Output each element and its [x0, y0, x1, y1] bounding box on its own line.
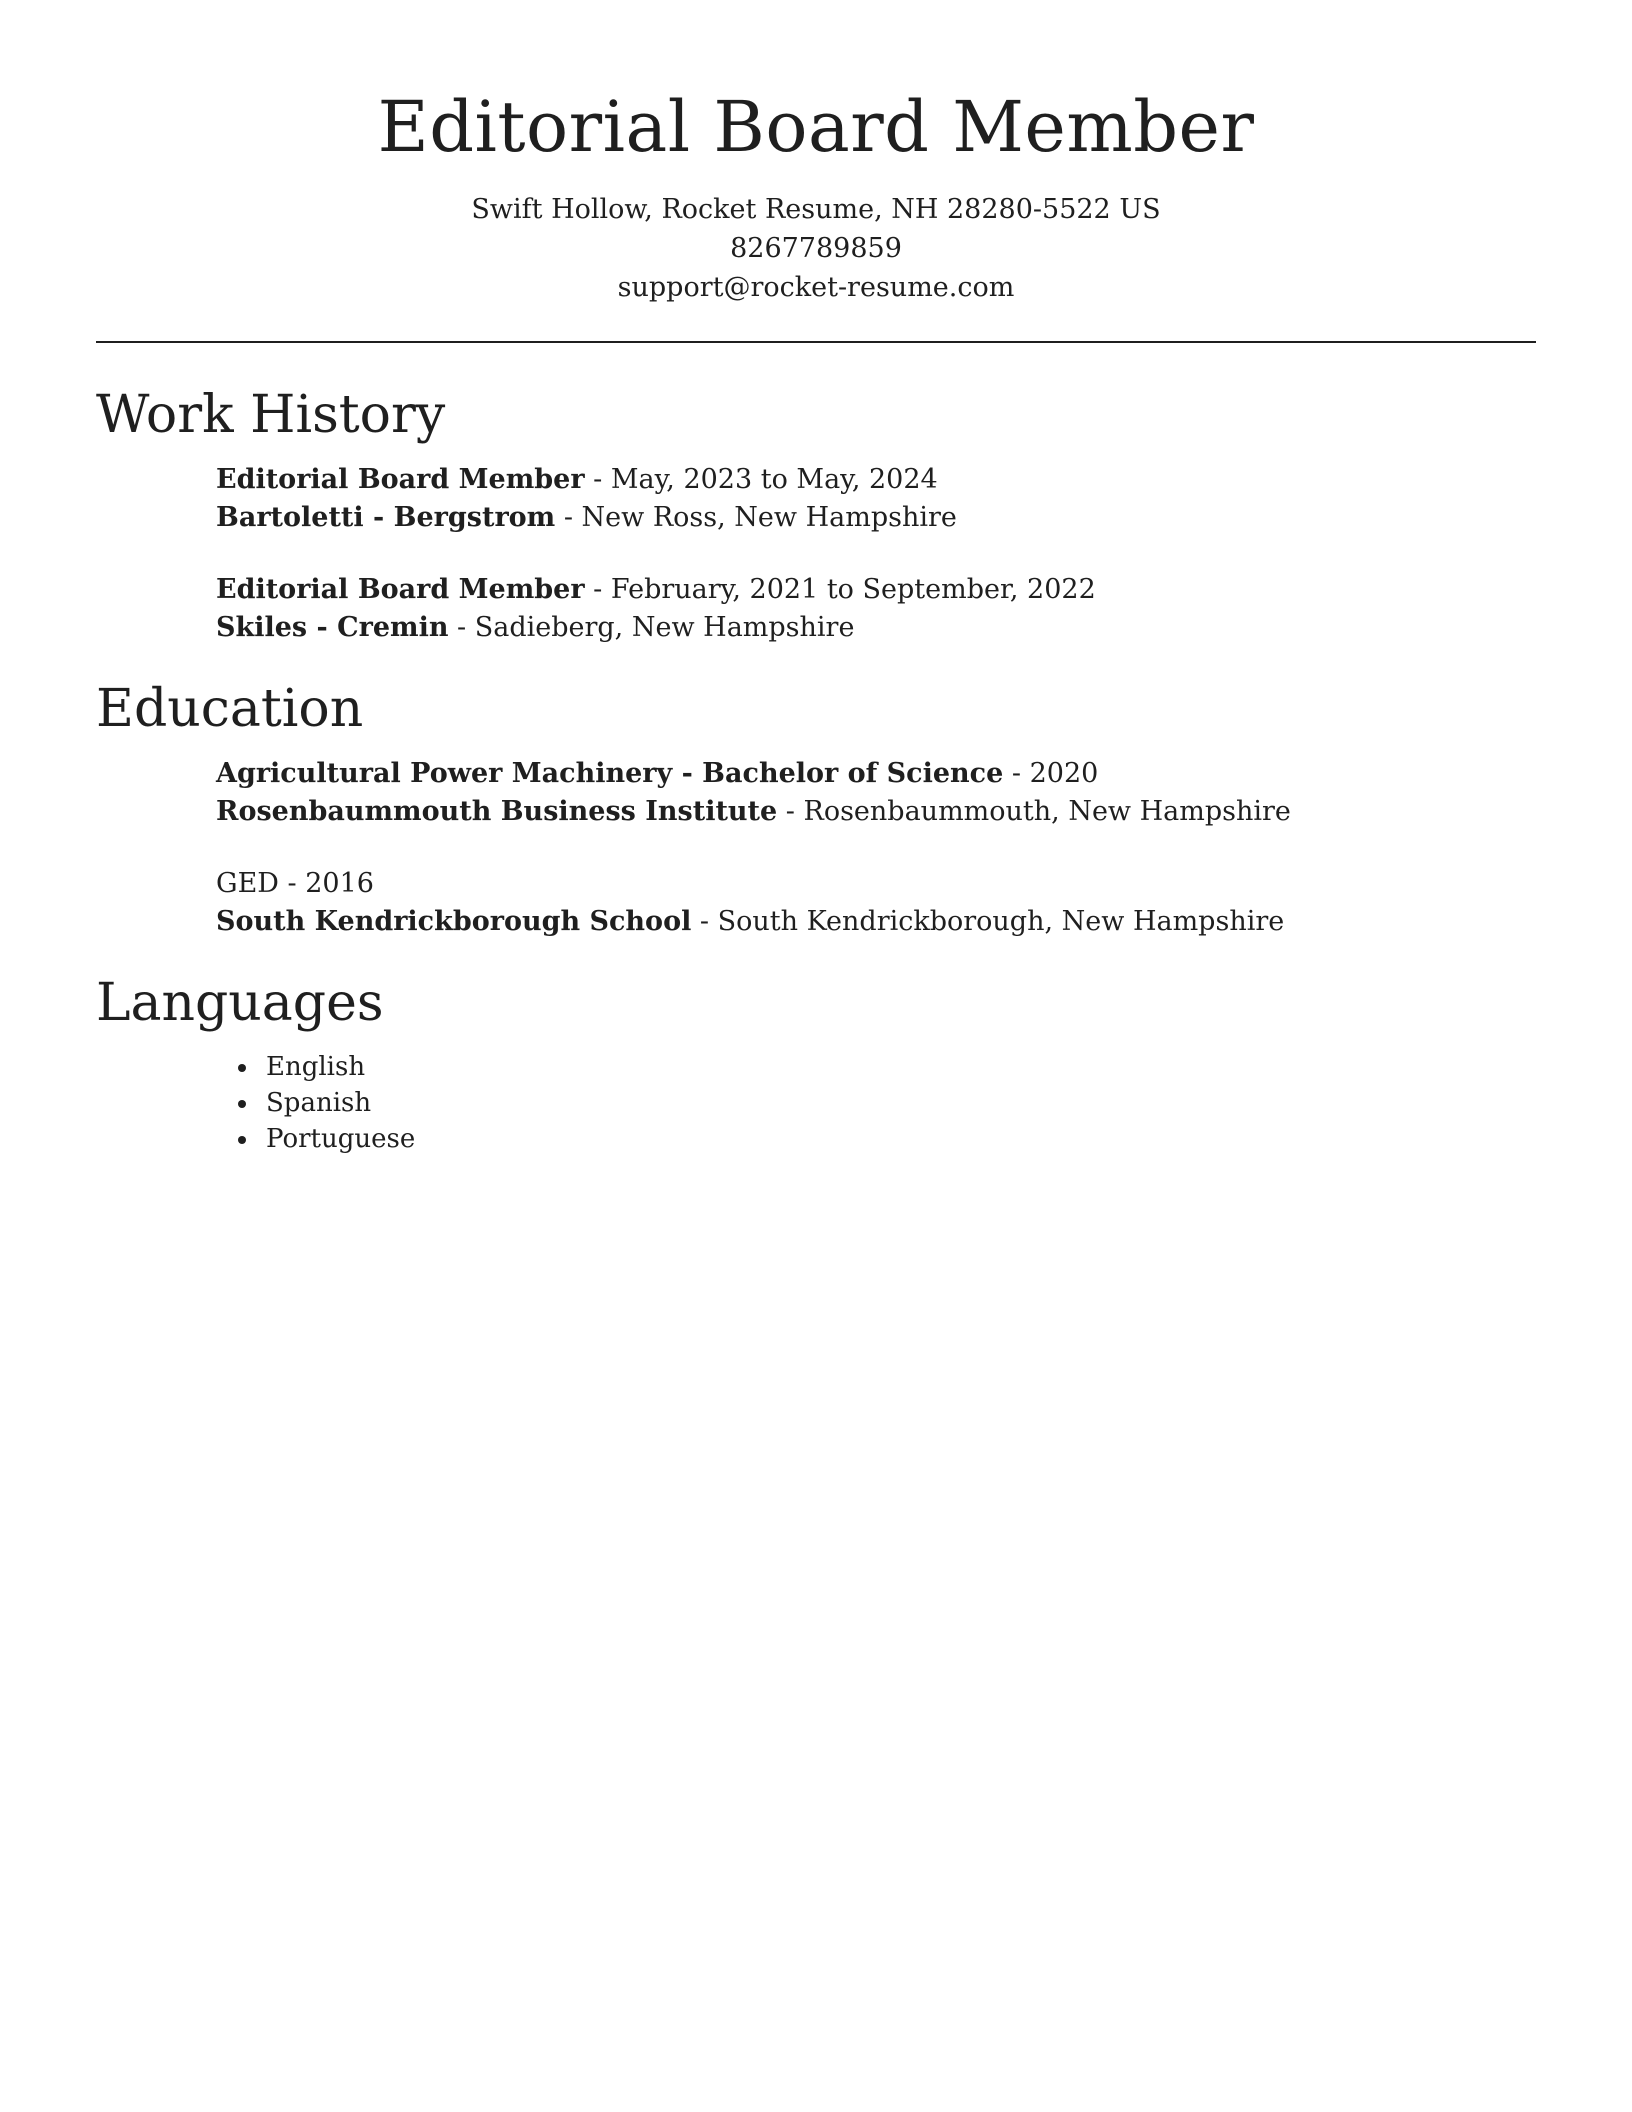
job-dates: - May, 2023 to May, 2024 [584, 464, 938, 495]
education-entry [216, 755, 1536, 831]
section-title-education: Education [96, 679, 364, 739]
education-entry [216, 865, 1536, 941]
education-entry-school-line [216, 793, 1536, 831]
job-role: Editorial Board Member [216, 464, 585, 495]
company-location: - Sadieberg, New Hampshire [448, 612, 855, 643]
email: support@rocket-resume.com [617, 272, 1015, 303]
school-location: - Rosenbaummouth, New Hampshire [777, 796, 1291, 827]
language-item: • Spanish [260, 1085, 1536, 1121]
school-location: - South Kendrickborough, New Hampshire [691, 906, 1285, 937]
languages-list [96, 1049, 1536, 1157]
work-history-section [96, 383, 1536, 647]
graduation-year: - 2020 [1003, 758, 1099, 789]
company-location: - New Ross, New Hampshire [555, 502, 957, 533]
language-item: • English [260, 1049, 1536, 1085]
work-entry [216, 571, 1536, 647]
education-entries [96, 755, 1536, 941]
address: Swift Hollow, Rocket Resume, NH 28280-5522 US [471, 194, 1161, 225]
education-entry-degree-line [216, 755, 1536, 793]
graduation-year: - 2016 [278, 868, 374, 899]
work-entries [96, 461, 1536, 647]
languages-section [96, 971, 1536, 1157]
education-section [96, 677, 1536, 941]
degree: GED [216, 868, 279, 899]
work-entry-role-line [216, 571, 1536, 609]
section-title-languages: Languages [96, 973, 384, 1033]
section-title-work-history: Work History [96, 385, 446, 445]
contact-info [96, 190, 1536, 307]
work-entry-company-line [216, 499, 1536, 537]
school-name: Rosenbaummouth Business Institute [216, 796, 778, 827]
degree: Agricultural Power Machinery - Bachelor of Science [216, 758, 1004, 789]
education-entry-school-line [216, 903, 1536, 941]
work-entry-company-line [216, 609, 1536, 647]
resume-header [96, 0, 1536, 307]
company-name: Bartoletti - Bergstrom [216, 502, 556, 533]
candidate-name: Editorial Board Member [377, 86, 1255, 168]
language-item: • Portuguese [260, 1121, 1536, 1157]
job-dates: - February, 2021 to September, 2022 [584, 574, 1096, 605]
education-entry-degree-line [216, 865, 1536, 903]
work-entry [216, 461, 1536, 537]
job-role: Editorial Board Member [216, 574, 585, 605]
school-name: South Kendrickborough School [216, 906, 692, 937]
phone: 8267789859 [730, 233, 902, 264]
header-divider [96, 341, 1536, 343]
company-name: Skiles - Cremin [216, 612, 449, 643]
work-entry-role-line [216, 461, 1536, 499]
